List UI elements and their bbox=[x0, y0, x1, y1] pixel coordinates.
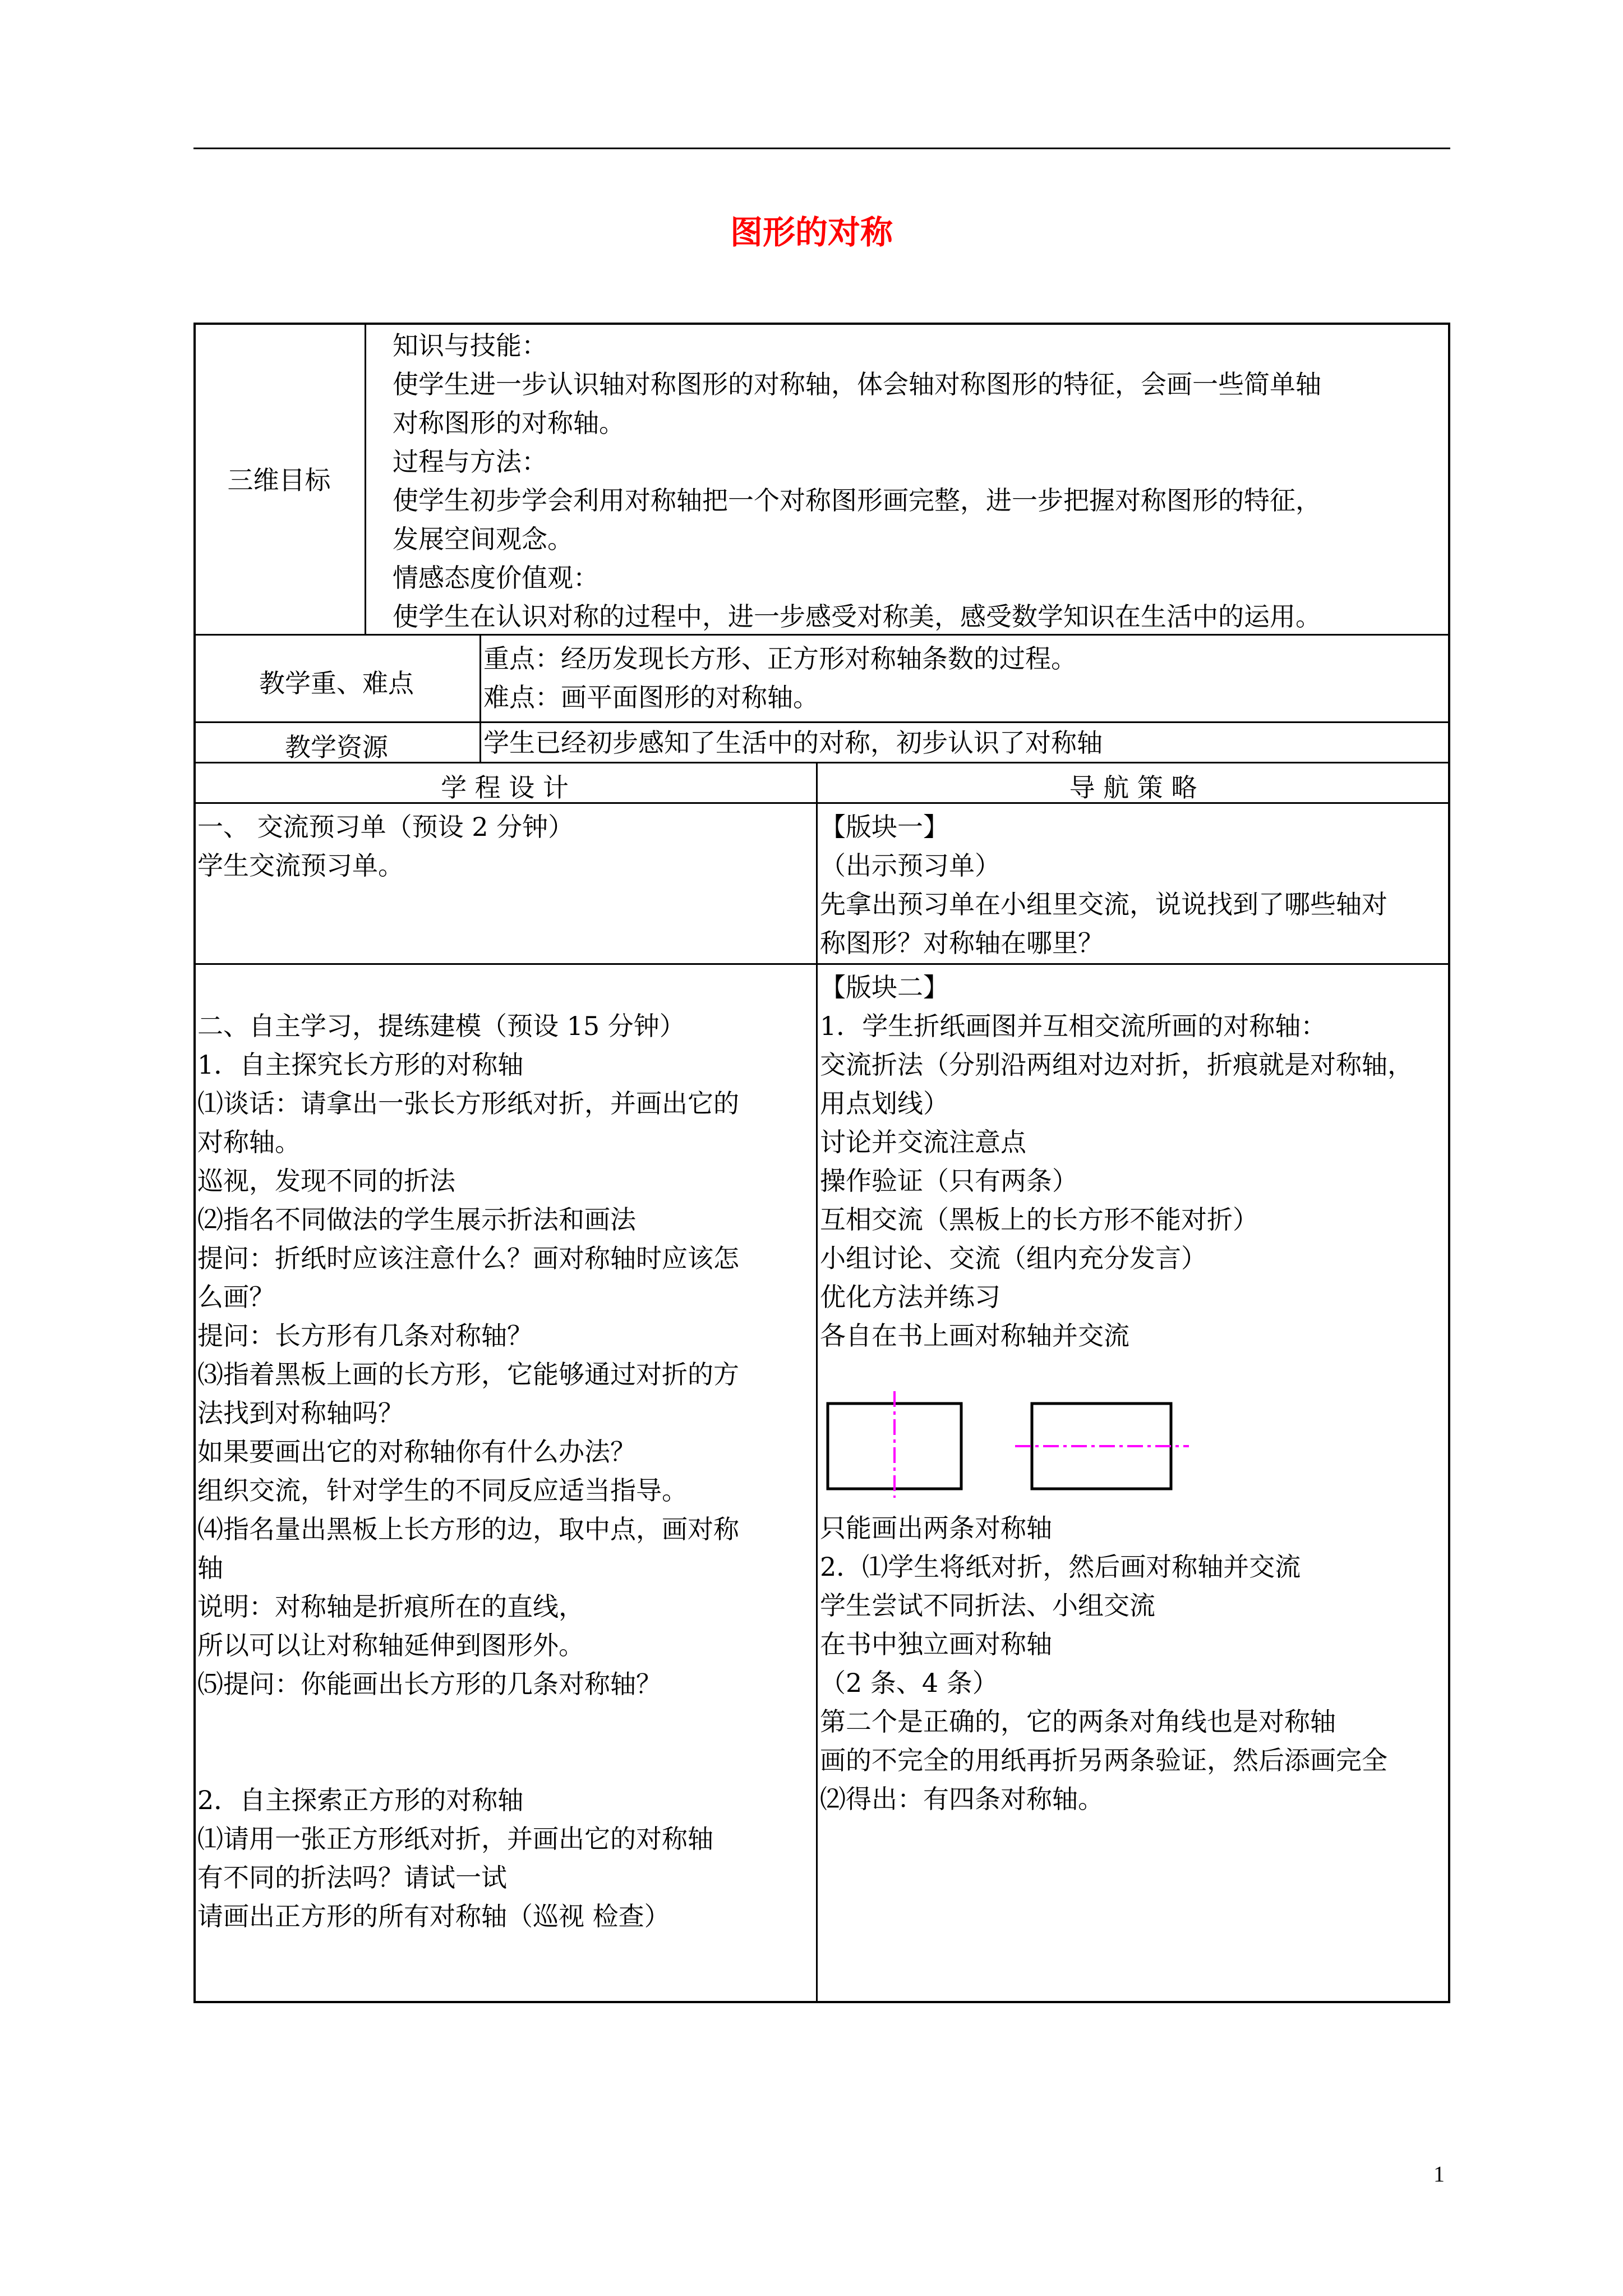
section2-right-line: 1．学生折纸画图并互相交流所画的对称轴： bbox=[820, 1011, 1327, 1041]
section2-left-line bbox=[197, 1742, 813, 1781]
section2-left-line: 么画？ bbox=[197, 1282, 275, 1312]
section2-left-line: 法找到对称轴吗？ bbox=[197, 1398, 404, 1428]
section2-left-line: 有不同的折法吗？请试一试 bbox=[197, 1862, 507, 1893]
objectives-line: 情感态度价值观： bbox=[393, 563, 599, 593]
section2-right-line: 交流折法（分别沿两组对边对折，折痕就是对称轴， bbox=[820, 1050, 1413, 1080]
col-divider-main bbox=[816, 762, 818, 2003]
section2-left bbox=[197, 968, 813, 1936]
col-divider-keypoints bbox=[479, 634, 481, 762]
resources-content bbox=[483, 724, 1448, 762]
keypoint-line: 难点：画平面图形的对称轴。 bbox=[483, 682, 819, 712]
section2-right-line: 2．⑴学生将纸对折，然后画对称轴并交流 bbox=[820, 1552, 1301, 1582]
section2-right-line: 画的不完全的用纸再折另两条验证，然后添画完全 bbox=[820, 1745, 1387, 1775]
section2-left-line: 二、自主学习，提练建模（预设 15 分钟） bbox=[197, 1011, 685, 1041]
section2-left-line: 提问：折纸时应该注意什么？画对称轴时应该怎 bbox=[197, 1243, 739, 1273]
section2-right-line: 在书中独立画对称轴 bbox=[820, 1629, 1052, 1659]
keypoints-content bbox=[483, 639, 1448, 717]
section2-right-line: 讨论并交流注意点 bbox=[820, 1127, 1026, 1157]
objectives-line: 发展空间观念。 bbox=[393, 524, 573, 554]
section2-right-line: 各自在书上画对称轴并交流 bbox=[820, 1320, 1129, 1351]
section1-right-line: （出示预习单） bbox=[820, 850, 1000, 881]
keypoint-line: 重点：经历发现长方形、正方形对称轴条数的过程。 bbox=[483, 643, 1077, 674]
page-title: 图形的对称 bbox=[730, 213, 893, 251]
keypoints-label: 教学重、难点 bbox=[259, 668, 414, 698]
section2-right-line: 只能画出两条对称轴 bbox=[820, 1513, 1052, 1543]
section2-right-bottom bbox=[820, 1509, 1448, 1819]
section2-right-line: 【版块二】 bbox=[820, 972, 949, 1002]
section2-left-line: ⑸提问：你能画出长方形的几条对称轴？ bbox=[197, 1669, 662, 1699]
section1-right-line: 【版块一】 bbox=[820, 812, 949, 842]
section2-right-line: 第二个是正确的，它的两条对角线也是对称轴 bbox=[820, 1706, 1336, 1737]
resources-label: 教学资源 bbox=[285, 732, 388, 762]
section2-left-line: ⑶指着黑板上画的长方形，它能够通过对折的方 bbox=[197, 1359, 739, 1389]
section2-right-line: 操作验证（只有两条） bbox=[820, 1166, 1078, 1196]
section1-right-line: 先拿出预习单在小组里交流，说说找到了哪些轴对 bbox=[820, 889, 1387, 919]
section2-left-line: 说明：对称轴是折痕所在的直线， bbox=[197, 1591, 584, 1622]
objectives-line: 使学生在认识对称的过程中，进一步感受对称美，感受数学知识在生活中的运用。 bbox=[393, 601, 1321, 632]
section2-left-line: ⑴请用一张正方形纸对折，并画出它的对称轴 bbox=[197, 1824, 713, 1854]
section2-left-line: 巡视，发现不同的折法 bbox=[197, 1166, 455, 1196]
objectives-line: 使学生初步学会利用对称轴把一个对称图形画完整，进一步把握对称图形的特征， bbox=[393, 485, 1321, 516]
rectangle-axes-diagram bbox=[824, 1386, 1206, 1498]
section2-left-line bbox=[197, 968, 813, 1007]
section2-right-line: （2 条、4 条） bbox=[820, 1668, 998, 1698]
objectives-line: 过程与方法： bbox=[393, 447, 547, 477]
section2-left-line: 如果要画出它的对称轴你有什么办法？ bbox=[197, 1437, 636, 1467]
section2-left-line: 1．自主探究长方形的对称轴 bbox=[197, 1050, 524, 1080]
section2-left-line: 所以可以让对称轴延伸到图形外。 bbox=[197, 1630, 584, 1660]
section2-left-line: ⑴谈话：请拿出一张长方形纸对折，并画出它的 bbox=[197, 1088, 739, 1119]
section2-right-line: 互相交流（黑板上的长方形不能对折） bbox=[820, 1204, 1258, 1235]
section2-left-line: 对称轴。 bbox=[197, 1127, 301, 1157]
objectives-label: 三维目标 bbox=[227, 465, 331, 495]
section2-left-line: 2．自主探索正方形的对称轴 bbox=[197, 1785, 524, 1815]
section2-left-line: 提问：长方形有几条对称轴？ bbox=[197, 1320, 533, 1351]
section2-right-line: 小组讨论、交流（组内充分发言） bbox=[820, 1243, 1207, 1273]
objectives-line: 知识与技能： bbox=[393, 330, 547, 361]
section2-left-line bbox=[197, 1704, 813, 1742]
section1-left bbox=[197, 808, 813, 885]
resources-text: 学生已经初步感知了生活中的对称，初步认识了对称轴 bbox=[483, 728, 1103, 758]
objectives-line: 对称图形的对称轴。 bbox=[393, 408, 625, 438]
section2-right-line: ⑵得出：有四条对称轴。 bbox=[820, 1784, 1104, 1814]
section2-right-line: 用点划线） bbox=[820, 1088, 949, 1119]
section1-left-line: 学生交流预习单。 bbox=[197, 850, 404, 881]
row-divider-section1 bbox=[193, 963, 1450, 965]
section1-right bbox=[820, 808, 1448, 963]
objectives-line: 使学生进一步认识轴对称图形的对称轴，体会轴对称图形的特征，会画一些简单轴 bbox=[393, 369, 1321, 399]
header-right: 导 航 策 略 bbox=[1069, 772, 1197, 803]
section2-left-line: ⑵指名不同做法的学生展示折法和画法 bbox=[197, 1204, 636, 1235]
section2-right-line: 学生尝试不同折法、小组交流 bbox=[820, 1590, 1155, 1621]
row-divider-keypoints bbox=[193, 721, 1450, 723]
section2-right-top bbox=[820, 968, 1448, 1355]
section1-left-line: 一、 交流预习单（预设 2 分钟） bbox=[197, 812, 574, 842]
section2-left-line: ⑷指名量出黑板上长方形的边，取中点，画对称 bbox=[197, 1514, 739, 1544]
objectives-content bbox=[393, 326, 1450, 636]
section1-right-line: 称图形？对称轴在哪里？ bbox=[820, 928, 1104, 958]
header-rule bbox=[193, 148, 1450, 149]
section2-left-line: 组织交流，针对学生的不同反应适当指导。 bbox=[197, 1475, 688, 1506]
section2-left-line: 轴 bbox=[197, 1553, 223, 1583]
header-left: 学 程 设 计 bbox=[441, 772, 569, 803]
page-number: 1 bbox=[1433, 2161, 1445, 2187]
section2-left-line: 请画出正方形的所有对称轴（巡视 检查） bbox=[197, 1901, 670, 1931]
col-divider-objectives bbox=[365, 323, 366, 634]
section2-right-line: 优化方法并练习 bbox=[820, 1282, 1000, 1312]
